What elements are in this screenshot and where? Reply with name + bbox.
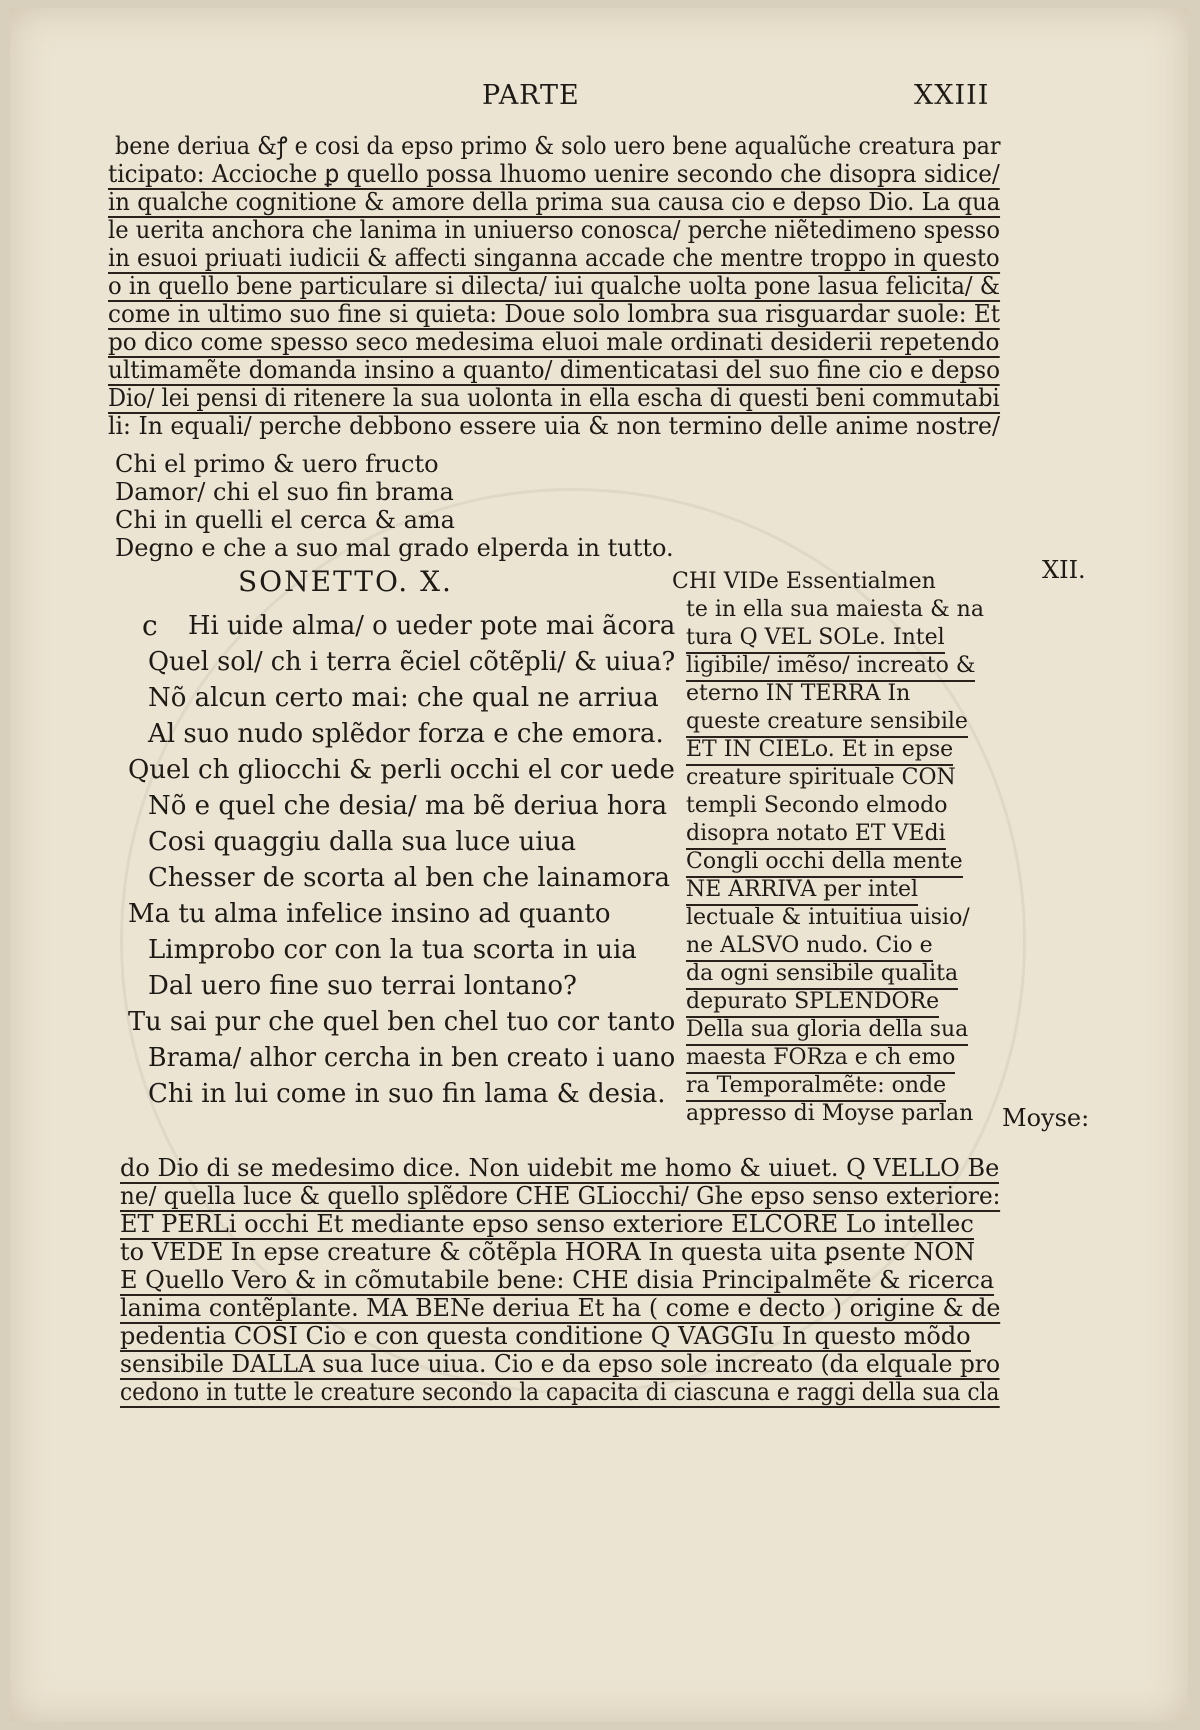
commentary-line: CHI VIDe Essentialmen bbox=[672, 569, 936, 594]
verse-line: Damor/ chi el suo fin brama bbox=[115, 478, 454, 506]
prose-line: lanima contẽplante. MA BENe deriua Et ha ( come e decto ) origine & de bbox=[120, 1294, 1001, 1322]
commentary-line: lectuale & intuitiua uisio/ bbox=[686, 905, 970, 930]
prose-line: po dico come spesso seco medesima eluoi male ordinati desiderii repetendo bbox=[108, 328, 1000, 356]
sonnet-line: Quel ch gliocchi & perli occhi el cor uede bbox=[128, 755, 675, 785]
prose-line: come in ultimo suo fine si quieta: Doue solo lombra sua risguardar suole: Et bbox=[108, 300, 1001, 328]
commentary-line: appresso di Moyse parlan bbox=[686, 1101, 974, 1126]
prose-line: ticipato: Accioche ꝑ quello possa lhuomo uenire secondo che disopra sidice/ bbox=[108, 160, 1000, 188]
sonnet-line: Nõ e quel che desia/ ma bẽ deriua hora bbox=[148, 791, 668, 821]
prose-line: do Dio di se medesimo dice. Non uidebit me homo & uiuet. Q VELLO Be bbox=[120, 1154, 1000, 1182]
prose-line: Dio/ lei pensi di ritenere la sua uolonta in ella escha di questi beni commutabi bbox=[108, 384, 1000, 412]
sonnet-line: Quel sol/ ch i terra ẽciel cõtẽpli/ & uiua? bbox=[148, 647, 676, 677]
sonnet-line: Nõ alcun certo mai: che qual ne arriua bbox=[148, 683, 659, 713]
prose-line: sensibile DALLA sua luce uiua. Cio e da epso sole increato (da elquale pro bbox=[120, 1350, 1001, 1378]
sonnet-line: Chi in lui come in suo fin lama & desia. bbox=[148, 1079, 666, 1109]
running-header-part: PARTE bbox=[482, 80, 580, 111]
book-page bbox=[10, 8, 1188, 1722]
commentary-line: Congli occhi della mente bbox=[686, 848, 963, 878]
commentary-line: te in ella sua maiesta & na bbox=[686, 597, 984, 622]
commentary-line: ne ALSVO nudo. Cio e bbox=[686, 932, 933, 962]
verse-line: Degno e che a suo mal grado elperda in tutto. bbox=[115, 534, 674, 562]
prose-line: pedentia COSI Cio e con questa conditione Q VAGGIu In questo mõdo bbox=[120, 1322, 971, 1350]
prose-line: ne/ quella luce & quello splẽdore CHE GLiocchi/ Ghe epso senso exteriore: bbox=[120, 1182, 1001, 1210]
commentary-line: disopra notato ET VEdi bbox=[686, 820, 946, 850]
commentary-line: tura Q VEL SOLe. Intel bbox=[686, 624, 945, 654]
sonnet-line: Dal uero fine suo terrai lontano? bbox=[148, 971, 577, 1001]
sonnet-line: Chesser de scorta al ben che lainamora bbox=[148, 863, 670, 893]
sonnet-initial: c bbox=[142, 609, 158, 642]
running-header-number: XXIII bbox=[914, 80, 990, 111]
commentary-line: maesta FORza e ch emo bbox=[686, 1044, 955, 1074]
commentary-line: ET IN CIELo. Et in epse bbox=[686, 736, 953, 766]
commentary-line: da ogni sensibile qualita bbox=[686, 960, 958, 990]
sonnet-title: SONETTO. X. bbox=[238, 565, 453, 598]
sonnet-line: Al suo nudo splẽdor forza e che emora. bbox=[148, 719, 664, 749]
prose-line: in qualche cognitione & amore della prima sua causa cio e depso Dio. La qua bbox=[108, 188, 1001, 216]
prose-line: cedono in tutte le creature secondo la capacita di ciascuna e raggi della sua cla bbox=[120, 1378, 1000, 1406]
commentary-line: ligibile/ imẽso/ increato & bbox=[686, 652, 975, 682]
commentary-line: Della sua gloria della sua bbox=[686, 1016, 968, 1046]
sonnet-line: Brama/ alhor cercha in ben creato i uano bbox=[148, 1043, 676, 1073]
verse-line: Chi el primo & uero fructo bbox=[115, 450, 439, 478]
prose-line: o in quello bene particulare si dilecta/ iui qualche uolta pone lasua felicita/ & bbox=[108, 272, 1001, 300]
prose-line: bene deriua &ꝭ e cosi da epso primo & solo uero bene aqualũche creatura par bbox=[115, 132, 1001, 160]
commentary-line: NE ARRIVA per intel bbox=[686, 876, 918, 906]
commentary-line: eterno IN TERRA In bbox=[686, 681, 911, 706]
commentary-line: queste creature sensibile bbox=[686, 708, 968, 738]
prose-line: ET PERLi occhi Et mediante epso senso exteriore ELCORE Lo intellec bbox=[120, 1210, 974, 1238]
prose-line: E Quello Vero & in cõmutabile bene: CHE disia Principalmẽte & ricerca bbox=[120, 1266, 995, 1294]
sonnet-line: Cosi quaggiu dalla sua luce uiua bbox=[148, 827, 576, 857]
margin-note-moyse: Moyse: bbox=[1002, 1104, 1090, 1132]
sonnet-line: Hi uide alma/ o ueder pote mai ãcora bbox=[188, 611, 676, 641]
commentary-line: creature spirituale CON bbox=[686, 765, 956, 790]
margin-note-xii: XII. bbox=[1042, 556, 1086, 584]
sonnet-line: Tu sai pur che quel ben chel tuo cor tanto bbox=[128, 1007, 676, 1037]
prose-line: le uerita anchora che lanima in uniuerso conosca/ perche niẽtedimeno spesso bbox=[108, 216, 1000, 244]
prose-line: li: In equali/ perche debbono essere uia & non termino delle anime nostre/ bbox=[108, 412, 1000, 440]
commentary-line: depurato SPLENDORe bbox=[686, 988, 939, 1018]
sonnet-line: Limprobo cor con la tua scorta in uia bbox=[148, 935, 637, 965]
prose-line: ultimamẽte domanda insino a quanto/ dimenticatasi del suo fine cio e depso bbox=[108, 356, 1001, 384]
sonnet-line: Ma tu alma infelice insino ad quanto bbox=[128, 899, 611, 929]
prose-line: to VEDE In epse creature & cõtẽpla HORA In questa uita ꝑsente NON bbox=[120, 1238, 975, 1266]
commentary-line: templi Secondo elmodo bbox=[686, 793, 948, 818]
commentary-line: ra Temporalmẽte: onde bbox=[686, 1072, 946, 1102]
prose-line: in esuoi priuati iudicii & affecti singanna accade che mentre troppo in questo bbox=[108, 244, 1000, 272]
verse-line: Chi in quelli el cerca & ama bbox=[115, 506, 455, 534]
